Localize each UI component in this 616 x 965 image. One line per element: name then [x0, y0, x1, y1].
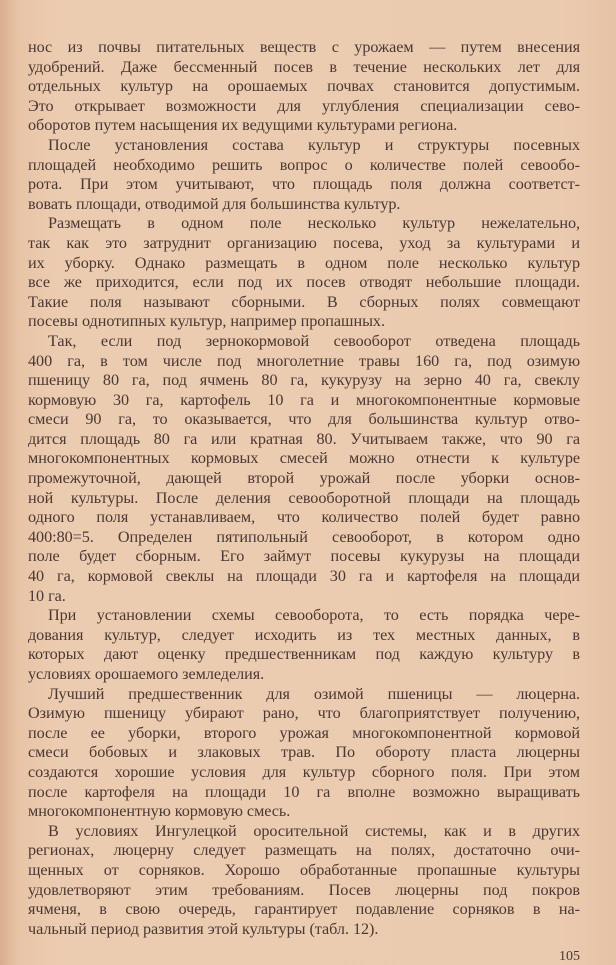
paragraph	[28, 606, 580, 684]
text-line: так как это затруднит организацию посева, уход за культурами и	[28, 233, 580, 252]
paragraph	[28, 332, 580, 606]
text-line: Так, если под зернокормовой севооборот отведена площадь	[48, 331, 580, 350]
text-line: Такие поля называют сборными. В сборных полях совмещают	[28, 292, 580, 311]
text-line: пшеницу 80 га, под ячмень 80 га, кукурузу на зерно 40 га, свеклу	[28, 371, 580, 390]
text-line: Это открывает возможности для углубления специализации сево-	[28, 96, 580, 115]
text-line: рота. При этом учитывают, что площадь поля должна соответст-	[28, 175, 580, 194]
text-line: Озимую пшеницу убирают рано, что благоприятствует получению,	[28, 704, 580, 723]
text-line: ной культуры. После деления севооборотной площади на площадь	[28, 488, 580, 507]
text-line: дования культур, следует исходить из тех местных данных, в	[28, 625, 580, 644]
text-line: 400 га, в том числе под многолетние травы 160 га, под озимую	[28, 351, 580, 370]
text-line: 40 га, кормовой свеклы на площади 30 га и картофеля на площади	[28, 567, 580, 586]
text-line: смеси бобовых и злаковых трав. По обороту пласта люцерны	[28, 743, 580, 762]
text-line: отдельных культур на орошаемых почвах становится допустимым.	[28, 77, 580, 96]
text-line: создаются хорошие условия для культур сборного поля. При этом	[28, 762, 580, 781]
paragraph	[28, 822, 580, 940]
text-line: вовать площади, отводимой для большинства культур.	[28, 194, 401, 213]
text-line: оборотов путем насыщения их ведущими культурами региона.	[28, 116, 458, 135]
text-line: удовлетворяют этим требованиям. Посев люцерны под покров	[28, 880, 580, 899]
text-line: ячменя, в свою очередь, гарантирует подавление сорняков в на-	[28, 900, 580, 919]
text-line: после картофеля на площади 10 га вполне возможно выращивать	[28, 782, 580, 801]
paragraph	[28, 685, 580, 822]
text-line: все же приходится, если под их посев отводят небольшие площади.	[28, 273, 580, 292]
page-wrapper	[28, 38, 580, 965]
paragraph	[28, 38, 580, 136]
text-line: 10 га.	[28, 586, 66, 605]
text-line: чальный период развития этой культуры (табл. 12).	[28, 919, 379, 938]
text-line: их уборку. Однако размещать в одном поле несколько культур	[28, 253, 580, 272]
text-line: после ее уборки, второго урожая многокомпонентной кормовой	[28, 723, 580, 742]
text-line: многокомпонентную кормовую смесь.	[28, 802, 291, 821]
text-line: смеси 90 га, то оказывается, что для большинства культур отво-	[28, 410, 580, 429]
text-line: После установления состава культур и структуры посевных	[48, 135, 580, 154]
text-line: В условиях Ингулецкой оросительной системы, как и в других	[48, 821, 580, 840]
text-line: щенных от сорняков. Хорошо обработанные пропашные культуры	[28, 860, 580, 879]
paragraph	[28, 136, 580, 214]
text-line: промежуточной, дающей второй урожай после уборки основ-	[28, 469, 580, 488]
text-line: многокомпонентных кормовых смесей можно отнести к культуре	[28, 449, 580, 468]
text-line: площадей необходимо решить вопрос о количестве полей севообо-	[28, 155, 580, 174]
text-line: 400:80=5. Определен пятипольный севооборот, в котором одно	[28, 527, 580, 546]
text-line: которых дают оценку предшественникам под каждую культуру в	[28, 645, 580, 664]
text-line: одного поля устанавливаем, что количество полей будет равно	[28, 508, 580, 527]
text-line: кормовую 30 га, картофель 10 га и многокомпонентные кормовые	[28, 390, 580, 409]
text-line: удобрений. Даже бессменный посев в течение нескольких лет для	[28, 57, 580, 76]
text-line: дится площадь 80 га или кратная 80. Учитываем также, что 90 га	[28, 429, 580, 448]
text-line: Лучший предшественник для озимой пшеницы — люцерна.	[48, 684, 580, 703]
text-line: нос из почвы питательных веществ с урожаем — путем внесения	[28, 38, 580, 56]
text-line: посевы однотипных культур, например пропашных.	[28, 312, 385, 331]
text-line: регионах, люцерну следует размещать на полях, достаточно очи-	[28, 841, 580, 860]
text-line: При установлении схемы севооборота, то есть порядка чере-	[48, 606, 580, 625]
paragraph	[28, 214, 580, 332]
page-number: 105	[559, 949, 580, 965]
text-line: условиях орошаемого земледелия.	[28, 665, 265, 683]
text-line: поле будет сборным. Его займут посевы кукурузы на площади	[28, 547, 580, 566]
page-body	[28, 38, 580, 939]
text-line: Размещать в одном поле несколько культур нежелательно,	[48, 214, 580, 233]
